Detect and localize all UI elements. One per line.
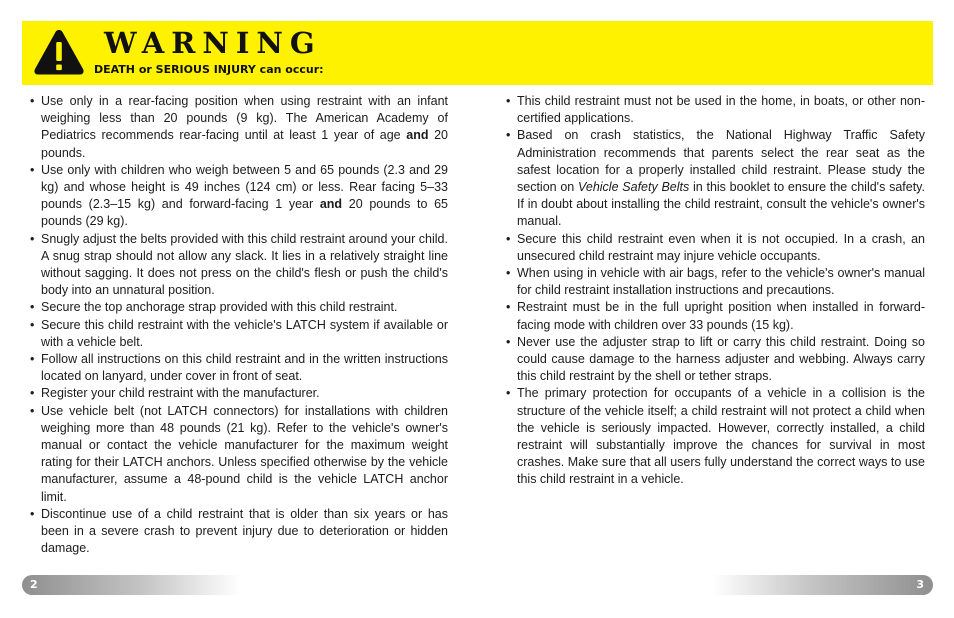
bullet-marker: •	[30, 403, 35, 418]
body-text: The primary protection for occupants of a vehicle in a collision is the structure of the vehicle itself; a child restraint will not protect a child when the vehicle is seriously impacted. However, correctly installed, a child restraint will substantially improve the chances for survival in most crashes. Make sure that all users fully understand the correct ways to use this child restraint in a vehicle.	[517, 386, 925, 487]
footer-bar-right	[713, 575, 933, 595]
bullet-item	[30, 385, 448, 402]
bullet-marker: •	[30, 162, 35, 177]
body-text: Never use the adjuster strap to lift or carry this child restraint. Doing so could cause damage to the harness adjuster and webbing. Always carry this child restraint by the shell or tether straps.	[517, 334, 925, 384]
bullet-marker: •	[506, 266, 511, 281]
bullet-marker: •	[506, 300, 511, 315]
page-number-left: 2	[30, 578, 38, 591]
bullet-item	[30, 506, 448, 558]
left-column-list	[30, 93, 448, 557]
bullet-item	[30, 299, 448, 316]
bullet-marker: •	[30, 231, 35, 246]
bullet-item	[506, 385, 925, 488]
bullet-marker: •	[30, 352, 35, 367]
bullet-marker: •	[30, 300, 35, 315]
bullet-item	[506, 127, 925, 230]
warning-triangle-icon	[32, 27, 86, 77]
bold-text: and	[319, 197, 343, 212]
body-text: Secure the top anchorage strap provided with this child restraint.	[41, 300, 398, 315]
body-text: Use only with children who weigh between 5 and 65 pounds (2.3 and 29 kg) and whose height is 49 inches (124 cm) or less. Rear facing 5–33 pounds (2.3–15 kg) and forward-facing 1 year	[41, 162, 448, 212]
bullet-item	[506, 93, 925, 127]
body-text: This child restraint must not be used in the home, in boats, or other non-certified applications.	[517, 94, 925, 126]
warning-title: WARNING	[104, 26, 322, 60]
bullet-marker: •	[506, 386, 511, 401]
body-text: Secure this child restraint with the vehicle's LATCH system if available or with a vehicle belt.	[41, 317, 448, 349]
body-text: Register your child restraint with the manufacturer.	[41, 386, 320, 401]
bullet-item	[30, 317, 448, 351]
body-text: Follow all instructions on this child restraint and in the written instructions located on lanyard, under cover in front of seat.	[41, 352, 448, 384]
body-text: Secure this child restraint even when it is not occupied. In a crash, an unsecured child restraint may injure vehicle occupants.	[517, 231, 925, 263]
body-text: 20 pounds to 65 pounds (29 kg).	[41, 197, 449, 229]
bullet-item	[30, 93, 448, 162]
footer-bar-left	[22, 575, 240, 595]
bullet-marker: •	[30, 386, 35, 401]
body-text: Discontinue use of a child restraint that is older than six years or has been in a severe crash to prevent injury due to deterioration or hidden damage.	[41, 506, 448, 556]
italic-text: Vehicle Safety Belts	[578, 180, 690, 195]
bullet-marker: •	[30, 94, 35, 108]
bullet-marker: •	[506, 94, 511, 108]
bullet-item	[30, 351, 448, 385]
body-text: Based on crash statistics, the National Highway Traffic Safety Administration recommends that parents select the rear seat as the safest location for a properly installed child restraint. Please study the section on	[517, 128, 925, 195]
bullet-item	[30, 162, 448, 231]
bullet-item	[506, 231, 925, 265]
warning-subtitle: DEATH or SERIOUS INJURY can occur:	[94, 63, 324, 76]
body-text: Restraint must be in the full upright position when installed in forward-facing mode with children over 33 pounds (15 kg).	[517, 300, 925, 332]
bullet-item	[30, 231, 448, 300]
bullet-marker: •	[30, 317, 35, 332]
bullet-marker: •	[30, 506, 35, 521]
body-text: Use only in a rear-facing position when using restraint with an infant weighing less than 20 pounds (9 kg). The American Academy of Pediatrics recommends rear-facing until at least 1 year of age	[41, 94, 448, 143]
bullet-item	[30, 403, 448, 506]
page-number-right: 3	[916, 578, 924, 591]
bold-text: and	[406, 128, 429, 143]
bullet-marker: •	[506, 128, 511, 143]
bullet-item	[506, 334, 925, 386]
right-column-list	[506, 93, 925, 489]
body-text: When using in vehicle with air bags, refer to the vehicle's owner's manual for child restraint installation instructions and precautions.	[517, 266, 925, 298]
body-text: in this booklet to ensure the child's safety. If in doubt about installing the child restraint, consult the vehicle's owner's manual.	[517, 180, 925, 229]
body-text: Snugly adjust the belts provided with this child restraint around your child. A snug strap should not allow any slack. It lies in a relatively straight line without sagging. It does not press on the child's flesh or push the child's body into an unnatural position.	[41, 231, 448, 298]
bullet-item	[506, 265, 925, 299]
body-text: 20 pounds.	[41, 128, 448, 160]
body-text: Use vehicle belt (not LATCH connectors) for installations with children weighing more than 48 pounds (21 kg). Refer to the vehicle's owner's manual or contact the vehicle manufacturer for the maximum weight rating for their LATCH anchors. Unless specified otherwise by the vehicle manufacturer, assume a 48-pound child is the vehicle LATCH anchor limit.	[41, 403, 448, 504]
warning-banner	[22, 21, 933, 85]
bullet-marker: •	[506, 231, 511, 246]
bullet-marker: •	[506, 334, 511, 349]
bullet-item	[506, 299, 925, 333]
